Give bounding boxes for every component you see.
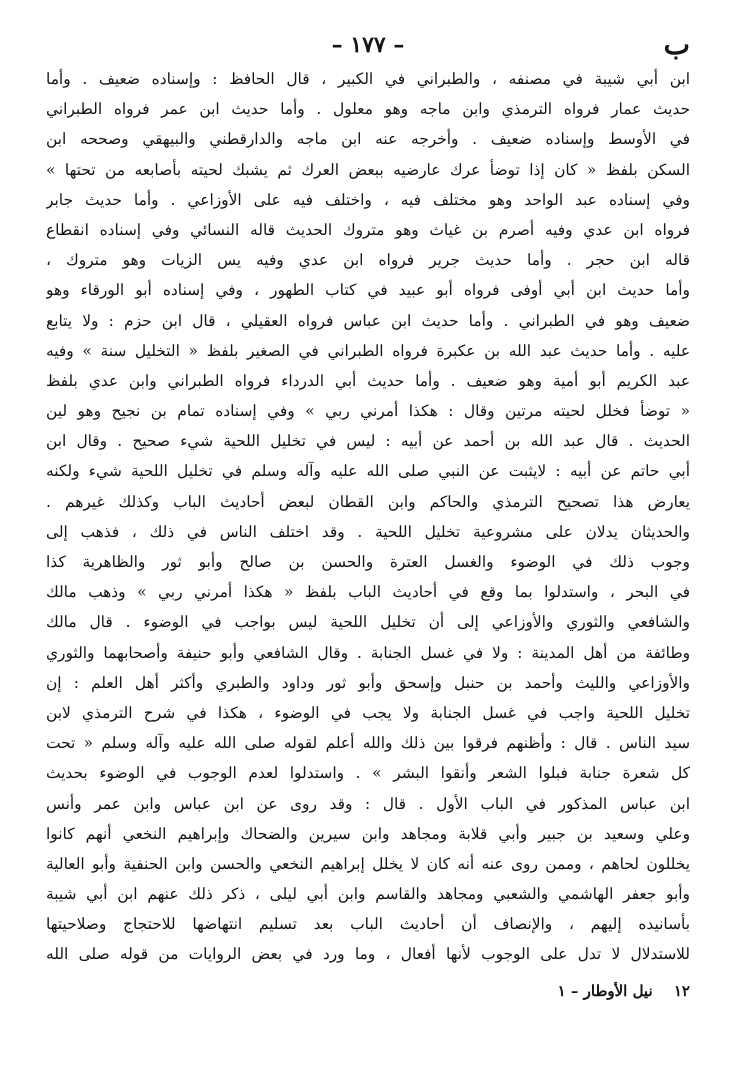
- text-line: ابن أبي شيبة في مصنفه ، والطبراني في الكبير ، قال الحافظ : وإسناده ضعيف . وأما: [46, 70, 690, 88]
- text-line: تخليل اللحية واجب في غسل الجنابة ولا يجب في الوضوء ، هكذا في شرح الترمذي لابن: [46, 703, 690, 722]
- text-line: فرواه ابن عدي وفيه أصرم بن غياث وهو متروك الحديث قاله النسائي وفي إسناده انقطاع: [46, 220, 690, 239]
- text-line: يخللون لحاهم ، وممن روى عنه أنه كان لا يخلل إبراهيم النخعي والحسن وابن الحنفية وأبو العالية: [46, 854, 690, 873]
- text-line: ابن عباس المذكور في الباب الأول . قال : وقد روى عن ابن عباس وابن عمر وأنس: [46, 794, 690, 813]
- text-line: قاله ابن حجر . وأما حديث جرير فرواه ابن عدي وفيه يس الزيات وهو متروك ،: [46, 251, 690, 270]
- page-number: – ١٧٧ –: [331, 32, 405, 58]
- text-line: عليه . وأما حديث عبد الله بن عكبرة فرواه الطبراني في الصغير بلفظ « التخليل سنة » وفيه: [46, 341, 690, 360]
- text-line: وأبو جعفر الهاشمي والشعبي ومجاهد والقاسم وابن أبي ليلى ، ذكر ذلك عنهم ابن أبي شيبة: [46, 885, 690, 904]
- text-line: السكن بلفظ « كان إذا توضأ عرك عارضيه ببعض العرك ثم يشبك لحيته بأصابعه من تحتها »: [46, 160, 690, 179]
- text-line: والأوزاعي والليث وأحمد بن حنبل وإسحق وأبو ثور وداود والطبري وأكثر أهل العلم : إن: [46, 673, 690, 692]
- text-line: بأسانيده إليهم ، والإنصاف أن أحاديث الباب بعد تسليم انتهاضها للاحتجاج وصلاحيتها: [46, 915, 690, 934]
- body-text: [46, 64, 690, 970]
- text-line: الحديث . قال عبد الله بن أحمد عن أبيه : ليس في تخليل اللحية شيء صحيح . وقال ابن: [46, 432, 690, 451]
- text-line: ضعيف وهو في الطبراني . وأما حديث ابن عباس فرواه العقيلي ، قال ابن حزم : ولا يتابع: [46, 311, 690, 330]
- page-header: [46, 22, 690, 64]
- text-line: يعارض هذا تصحيح الترمذي والحاكم وابن القطان لبعض أحاديث الباب وكذلك غيرهم .: [46, 492, 690, 511]
- text-line: سيد الناس . قال : وأظنهم فرقوا بين ذلك والله أعلم لقوله صلى الله عليه وآله وسلم « تحت: [46, 734, 690, 753]
- text-line: وجوب ذلك في الوضوء والغسل العترة والحسن بن صالح وأبو ثور والظاهرية كذا: [46, 553, 690, 571]
- text-line: وعلي وسعيد بن جبير وأبي قلابة ومجاهد وابن سيرين والضحاك وإبراهيم النخعي أنهم كانوا: [46, 824, 690, 843]
- text-line: في الأوسط وإسناده ضعيف . وأخرجه عنه ابن ماجه والدارقطني والبيهقي وصححه ابن: [46, 130, 690, 149]
- text-line: حديث عمار فرواه الترمذي وابن ماجه وهو معلول . وأما حديث ابن عمر فرواه الطبراني: [46, 100, 690, 119]
- text-line: عبد الكريم أبو أمية وهو ضعيف . وأما حديث أبي الدرداء فرواه الطبراني وابن عدي بلفظ: [46, 371, 690, 390]
- page-number-value: ١٧٧: [350, 32, 386, 58]
- text-line: وفي إسناده عبد الواحد وهو مختلف فيه ، واختلف فيه على الأوزاعي . وأما حديث جابر: [46, 190, 690, 209]
- text-line: في البحر ، واستدلوا بما وقع في أحاديث الباب بلفظ « هكذا أمرني ربي » وذهب مالك: [46, 583, 690, 602]
- text-line: كل شعرة جنابة فبلوا الشعر وأنقوا البشر » . واستدلوا لعدم الوجوب في الوضوء بحديث: [46, 764, 690, 783]
- text-line: للاستدلال لا تدل على الوجوب لأنها أفعال ، وما ورد في بعض الروايات من قوله صلى الله: [46, 945, 690, 964]
- text-line: وطائفة من أهل المدينة : ولا في غسل الجنابة . وقال الشافعي وأبو حنيفة وأصحابهما والثوري: [46, 643, 690, 662]
- signature-title: نيل الأوطار – ١: [557, 981, 653, 1000]
- signature-number: ١٢: [673, 981, 690, 1000]
- text-line: وأما حديث ابن أبي أوفى فرواه أبو عبيد في كتاب الطهور ، وفي إسناده أبو الورقاء وهو: [46, 281, 690, 300]
- text-line: أبي حاتم عن أبيه : لايثبت عن النبي صلى الله عليه وآله وسلم في تخليل اللحية شيء ولكنه: [46, 462, 690, 481]
- text-line: والشافعي والثوري والأوزاعي إلى أن تخليل اللحية ليس بواجب في الوضوء . قال مالك: [46, 613, 690, 632]
- page-footer: [46, 976, 690, 1006]
- text-line: والحديثان يدلان على مشروعية تخليل اللحية . وقد اختلف الناس في ذلك ، فذهب إلى: [46, 522, 690, 541]
- text-line: « توضأ فخلل لحيته مرتين وقال : هكذا أمرني ربي » وفي إسناده تمام بن نجيح وهو لين: [46, 402, 690, 421]
- section-mark: ب: [663, 28, 690, 61]
